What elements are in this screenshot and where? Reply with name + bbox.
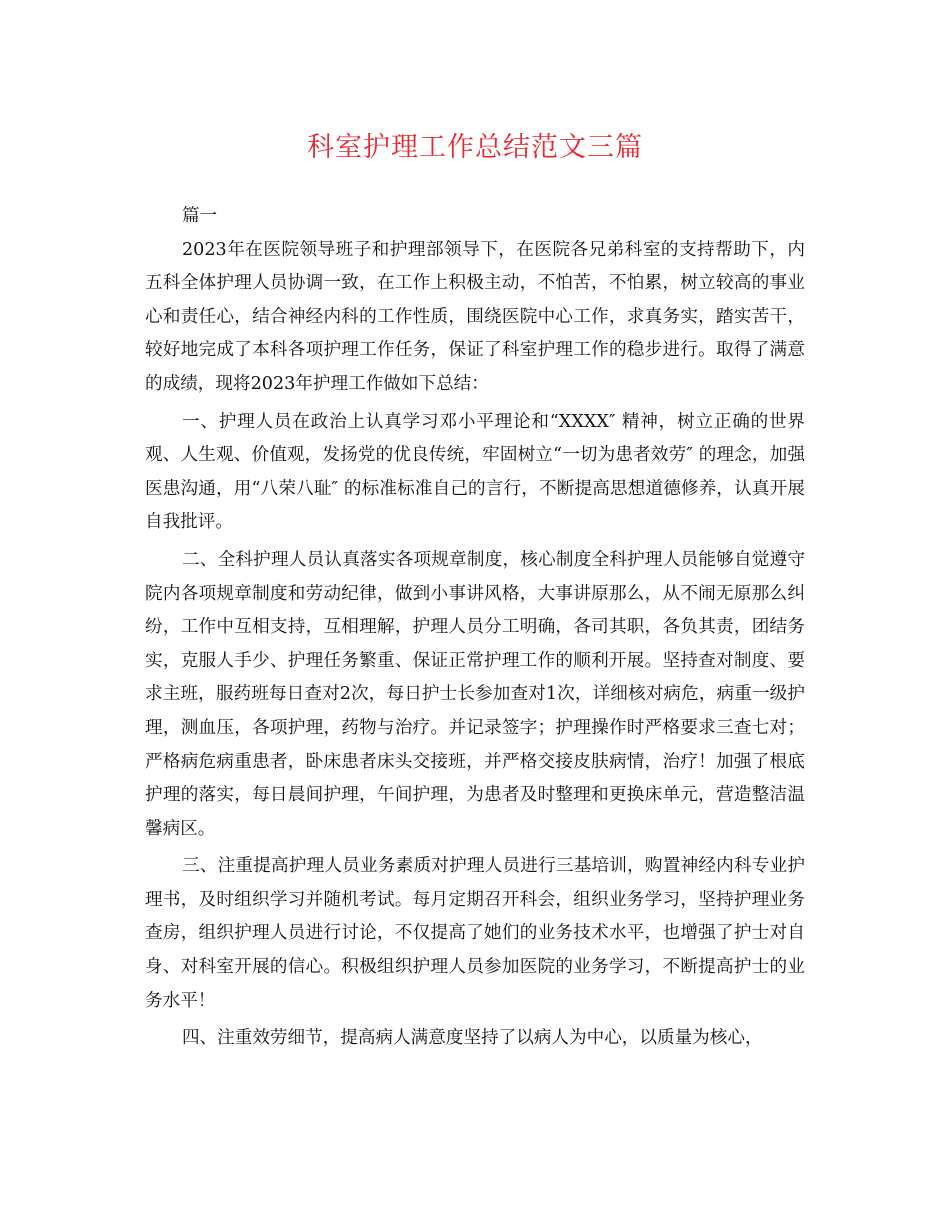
paragraph-training: 三、注重提高护理人员业务素质对护理人员进行三基培训，购置神经内科专业护理书，及时组织学习并随机考试。每月定期召开科会，组织业务学习，坚持护理业务查房，组织护理人员进行讨论，不仅提高了她们的业务技术水平，也增强了护士对自身、对科室开展的信心。积极组织护理人员参加医院的业务学习，不断提高护士的业务水平！ xyxy=(145,856,805,1011)
paragraph-political-study: 一、护理人员在政治上认真学习邓小平理论和“XXXX″ 精神，树立正确的世界观、人生观、价值观，发扬党的优良传统，牢固树立“一切为患者效劳″ 的理念，加强医患沟通，用“八荣八耻″ 的标准标准自己的言行，不断提高思想道德修养，认真开展自我批评。 xyxy=(145,411,805,533)
section-label: 篇一 xyxy=(181,206,218,226)
paragraph-regulations: 二、全科护理人员认真落实各项规章制度，核心制度全科护理人员能够自觉遵守院内各项规章制度和劳动纪律，做到小事讲风格，大事讲原那么，从不闹无原那么纠纷，工作中互相支持，互相理解，护理人员分工明确，各司其职，各负其责，团结务实，克服人手少、护理任务繁重、保证正常护理工作的顺利开展。坚持查对制度、要求主班，服药班每日查对2次，每日护士长参加查对1次，详细核对病危，病重一级护理，测血压，各项护理，药物与治疗。并记录签字；护理操作时严格要求三查七对；严格病危病重患者，卧床患者床头交接班，并严格交接皮肤病情，治疗！加强了根底护理的落实，每日晨间护理，午间护理，为患者及时整理和更换床单元，营造整洁温馨病区。 xyxy=(145,549,805,839)
paragraph-intro: 2023年在医院领导班子和护理部领导下，在医院各兄弟科室的支持帮助下，内五科全体护理人员协调一致，在工作上积极主动，不怕苦，不怕累，树立较高的事业心和责任心，结合神经内科的工作性质，围绕医院中心工作，求真务实，踏实苦干，较好地完成了本科各项护理工作任务，保证了科室护理工作的稳步进行。取得了满意的成绩，现将2023年护理工作做如下总结： xyxy=(145,239,805,394)
document-title: 科室护理工作总结范文三篇 xyxy=(307,132,643,163)
paragraph-service-details: 四、注重效劳细节，提高病人满意度坚持了以病人为中心，以质量为核心， xyxy=(181,1028,763,1049)
document-body xyxy=(145,200,805,1060)
